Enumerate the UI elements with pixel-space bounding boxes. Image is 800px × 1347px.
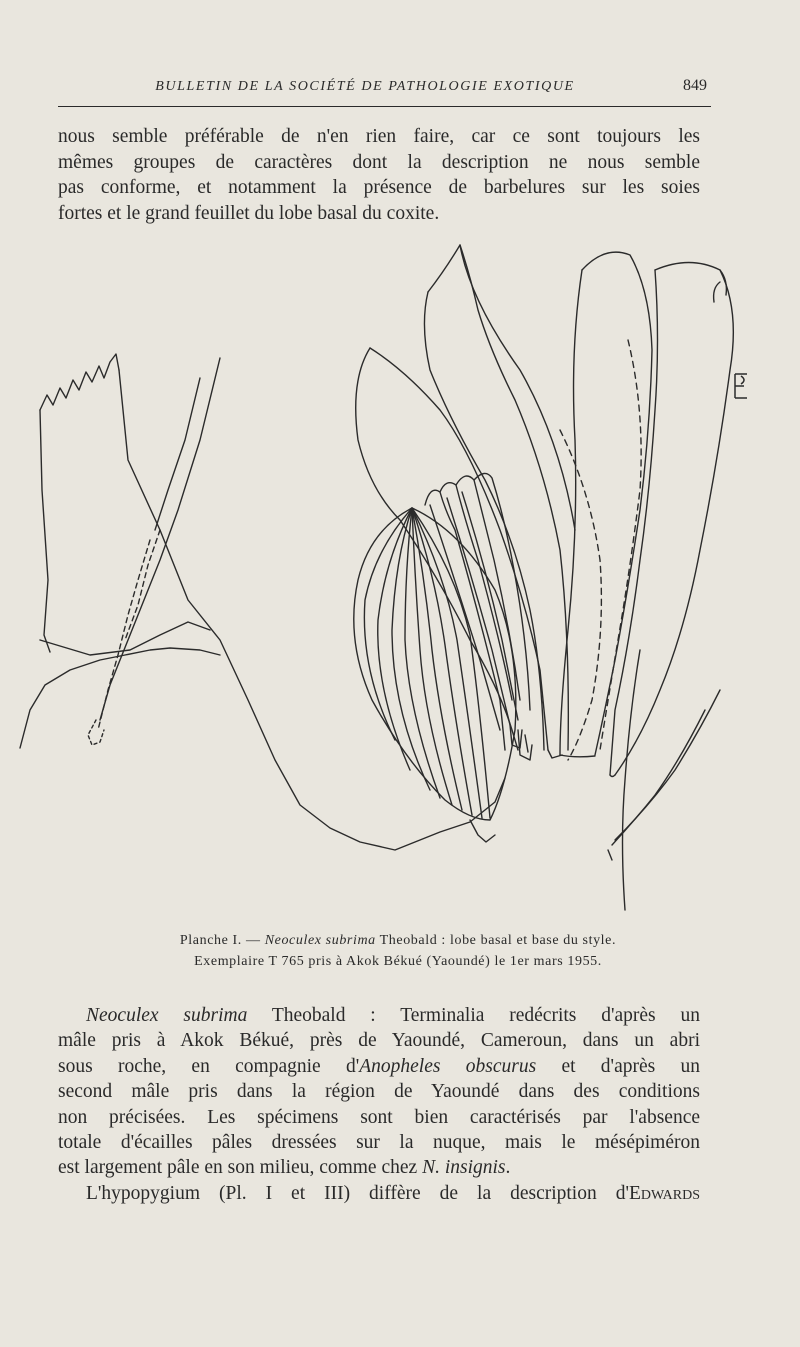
paragraph-continued xyxy=(58,124,700,226)
running-header xyxy=(115,76,711,100)
author-name: Edwards xyxy=(628,1182,700,1204)
caption-line-2: Exemplaire T 765 pris à Akok Békué (Yaoundé) le 1er mars 1955. xyxy=(194,954,602,969)
text-line: non précisées. Les spécimens sont bien caractérisés par l'absence xyxy=(58,1106,700,1128)
monogram-mark xyxy=(732,370,750,402)
caption-plate-label: Planche I. — xyxy=(179,933,265,948)
journal-title: BULLETIN DE LA SOCIÉTÉ DE PATHOLOGIE EXOTIQUE xyxy=(155,79,575,94)
figure-plate-1 xyxy=(0,230,800,930)
species-name: N. insignis xyxy=(422,1157,506,1179)
caption-description: Theobald : lobe basal et base du style. xyxy=(375,933,617,948)
text-line: fortes et le grand feuillet du lobe basal du coxite. xyxy=(58,202,440,224)
page-number: 849 xyxy=(683,77,707,94)
text-line: Neoculex subrima Theobald : Terminalia redécrits d'après un xyxy=(86,1005,700,1026)
striated-leaf-drawing xyxy=(354,508,516,842)
figure-caption xyxy=(58,930,738,972)
caption-line-1 xyxy=(58,930,738,951)
text-line: second mâle pris dans la région de Yaoundé dans des conditions xyxy=(58,1081,700,1103)
text-line: totale d'écailles pâles dressées sur la nuque, mais le mésépiméron xyxy=(58,1132,700,1154)
paragraph-species-description xyxy=(58,1003,700,1206)
text-line: pas conforme, et notamment la présence de barbelures sur les soies xyxy=(58,177,700,199)
text-line: L'hypopygium (Pl. I et III) diffère de la description d'Edwards xyxy=(86,1182,700,1204)
species-name: Neoculex subrima xyxy=(86,1005,248,1026)
long-blades-drawing xyxy=(356,245,734,910)
text-line: mêmes groupes de caractères dont la description ne nous semble xyxy=(58,151,700,173)
text-line: sous roche, en compagnie d'Anopheles obscurus et d'après un xyxy=(58,1055,700,1077)
artist-monogram xyxy=(732,370,750,402)
text-line: nous semble préférable de n'en rien faire, car ce sont toujours les xyxy=(58,126,700,147)
hypopygium-drawing xyxy=(0,230,800,930)
text-line: mâle pris à Akok Békué, près de Yaoundé, Cameroun, dans un abri xyxy=(58,1030,700,1052)
caption-species: Neoculex subrima xyxy=(264,933,376,948)
species-name: Anopheles obscurus xyxy=(359,1055,537,1077)
text-line: est largement pâle en son milieu, comme chez N. insignis. xyxy=(58,1157,511,1179)
header-rule xyxy=(58,106,711,107)
